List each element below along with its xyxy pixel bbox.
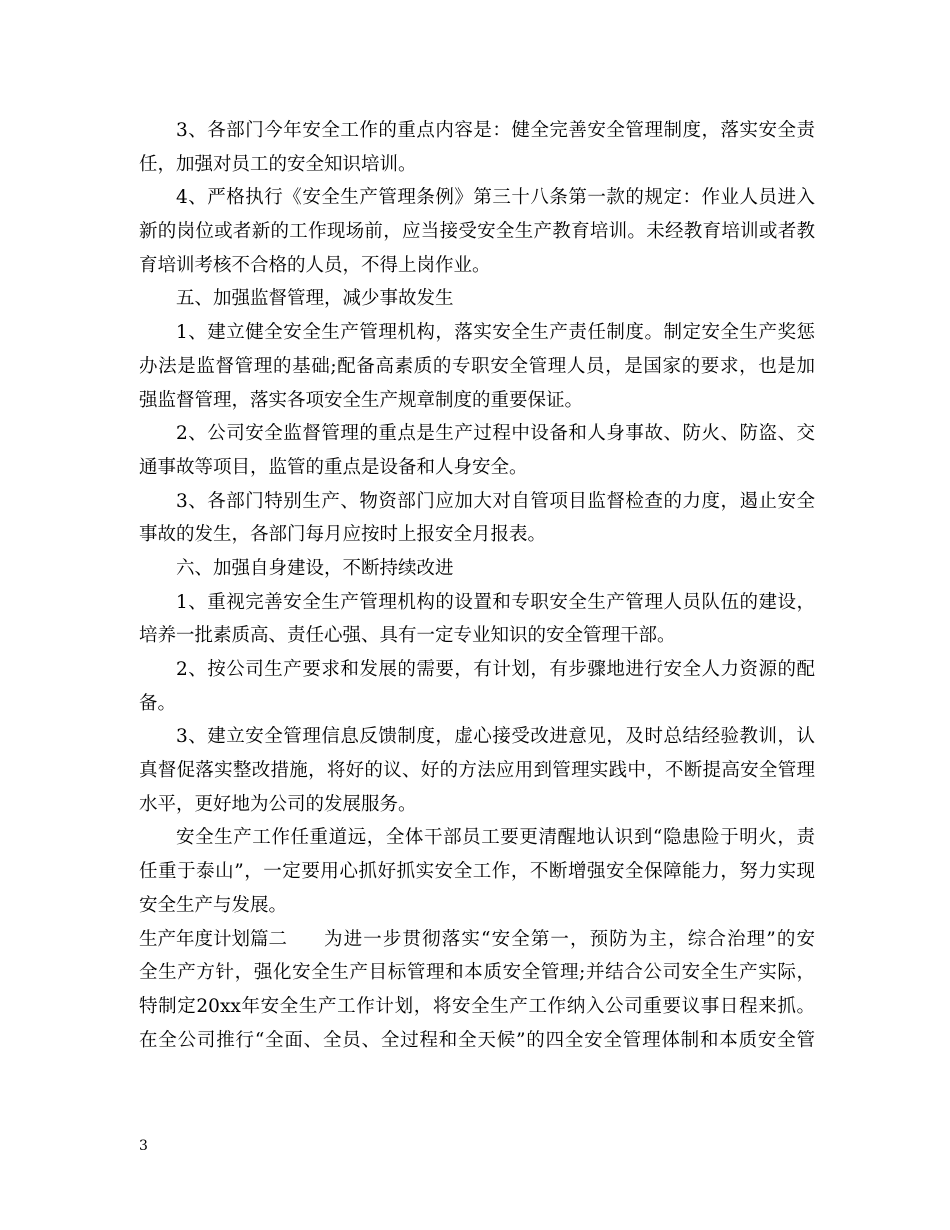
- text-line: 在全公司推行“全面、全员、全过程和全天候”的四全安全管理体制和本质安全管: [139, 1029, 815, 1051]
- section-heading-line: [139, 923, 815, 957]
- text-line: 新的岗位或者新的工作现场前，应当接受安全生产教育培训。未经教育培训或者教: [139, 221, 815, 243]
- text-line: 办法是监督管理的基础;配备高素质的专职安全管理人员，是国家的要求，也是加: [139, 355, 815, 377]
- text-line: 备。: [139, 692, 177, 714]
- text-line: 培养一批素质高、责任心强、具有一定专业知识的安全管理干部。: [139, 625, 676, 647]
- section-heading: 生产年度计划篇二: [139, 928, 288, 950]
- section-first-line: 为进一步贯彻落实“安全第一，预防为主，综合治理”的安: [324, 928, 815, 950]
- text-line: 3、各部门今年安全工作的重点内容是：健全完善安全管理制度，落实安全责: [176, 120, 815, 141]
- text-line: 任，加强对员工的安全知识培训。: [139, 153, 417, 175]
- text-line: 五、加强监督管理，减少事故发生: [176, 288, 454, 310]
- body-text: [139, 114, 815, 923]
- text-line: 2、按公司生产要求和发展的需要，有计划，有步骤地进行安全人力资源的配: [176, 659, 815, 680]
- text-line: 水平，更好地为公司的发展服务。: [139, 793, 417, 815]
- text-line: 安全生产工作任重道远，全体干部员工要更清醒地认识到“隐患险于明火，责: [176, 827, 815, 849]
- text-line: 真督促落实整改措施，将好的议、好的方法应用到管理实践中，不断提高安全管理: [139, 760, 815, 782]
- text-line: 2、公司安全监督管理的重点是生产过程中设备和人身事故、防火、防盗、交: [176, 423, 815, 445]
- text-line: 3、各部门特别生产、物资部门应加大对自管项目监督检查的力度，遏止安全: [176, 490, 815, 512]
- text-line: 育培训考核不合格的人员，不得上岗作业。: [139, 254, 491, 276]
- text-line: 强监督管理，落实各项安全生产规章制度的重要保证。: [139, 389, 584, 411]
- text-line: 3、建立安全管理信息反馈制度，虚心接受改进意见，及时总结经验教训，认: [176, 726, 815, 748]
- text-line: 特制定20xx年安全生产工作计划，将安全生产工作纳入公司重要议事日程来抓。: [139, 995, 815, 1017]
- section-body-text: [139, 956, 815, 1057]
- text-line: 全生产方针，强化安全生产目标管理和本质安全管理;并结合公司安全生产实际，: [139, 962, 815, 984]
- document-page: [139, 114, 815, 1057]
- text-line: 4、严格执行《安全生产管理条例》第三十八条第一款的规定：作业人员进入: [176, 187, 815, 209]
- text-line: 任重于泰山”，一定要用心抓好抓实安全工作，不断增强安全保障能力，努力实现: [139, 861, 815, 883]
- text-line: 六、加强自身建设，不断持续改进: [176, 557, 454, 579]
- page-number: 3: [139, 1138, 148, 1154]
- text-line: 事故的发生，各部门每月应按时上报安全月报表。: [139, 524, 547, 546]
- text-line: 安全生产与发展。: [139, 894, 288, 916]
- text-line: 1、建立健全安全生产管理机构，落实安全生产责任制度。制定安全生产奖惩: [176, 322, 815, 344]
- text-line: 1、重视完善安全生产管理机构的设置和专职安全生产管理人员队伍的建设，: [176, 591, 815, 613]
- text-line: 通事故等项目，监管的重点是设备和人身安全。: [139, 456, 528, 478]
